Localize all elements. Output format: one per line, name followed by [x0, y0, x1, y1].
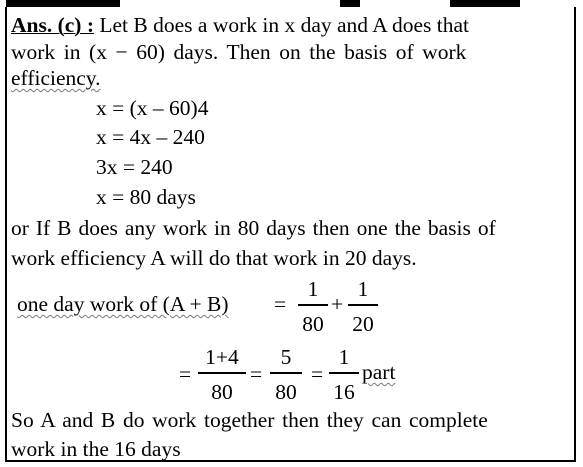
plus-sign: +	[331, 292, 344, 316]
fraction-3-denominator: 80	[211, 380, 233, 404]
equals-sign-3: =	[250, 362, 263, 386]
answer-label: Ans. (c) :	[11, 13, 94, 37]
fraction-2-bar	[348, 304, 378, 306]
fraction-4-bar	[270, 372, 302, 374]
fraction-5-numerator: 1	[338, 345, 350, 369]
text-line-5: work efficiency A will do that work in 20 days.	[11, 246, 417, 270]
fraction-3-bar	[198, 372, 246, 374]
fraction-4-denominator: 80	[275, 380, 297, 404]
equation-3: 3x = 240	[96, 155, 173, 179]
equals-sign-4: =	[311, 362, 324, 386]
part-word: part	[362, 360, 396, 384]
fraction-1-numerator: 1	[307, 277, 319, 301]
text-line-3: efficiency.	[11, 66, 101, 90]
text-line-7: work in the 16 days	[11, 437, 181, 461]
one-day-work-label: one day work of (A + B)	[17, 292, 229, 316]
equation-4: x = 80 days	[96, 185, 196, 209]
fraction-5-denominator: 16	[333, 380, 355, 404]
fraction-1-bar	[298, 304, 328, 306]
equals-sign-1: =	[274, 292, 287, 316]
fraction-5-bar	[329, 372, 359, 374]
text-line-4: or If B does any work in 80 days then one the basis of	[11, 216, 496, 240]
equals-sign-2: =	[179, 362, 192, 386]
text-line-2: work in (x − 60) days. Then on the basis of work	[11, 40, 467, 64]
text-line-6: So A and B do work together then they can complete	[11, 408, 488, 432]
text-line-1-rest: Let B does a work in x day and A does that	[99, 13, 469, 37]
fraction-1-denominator: 80	[302, 312, 324, 336]
fraction-3-numerator: 1+4	[205, 345, 239, 369]
equation-1: x = (x – 60)4	[96, 96, 209, 120]
fraction-2-denominator: 20	[352, 312, 374, 336]
text-line-1	[11, 12, 573, 38]
equation-2: x = 4x – 240	[96, 125, 205, 149]
fraction-4-numerator: 5	[280, 345, 292, 369]
fraction-2-numerator: 1	[357, 277, 369, 301]
top-border-strip	[0, 0, 583, 7]
